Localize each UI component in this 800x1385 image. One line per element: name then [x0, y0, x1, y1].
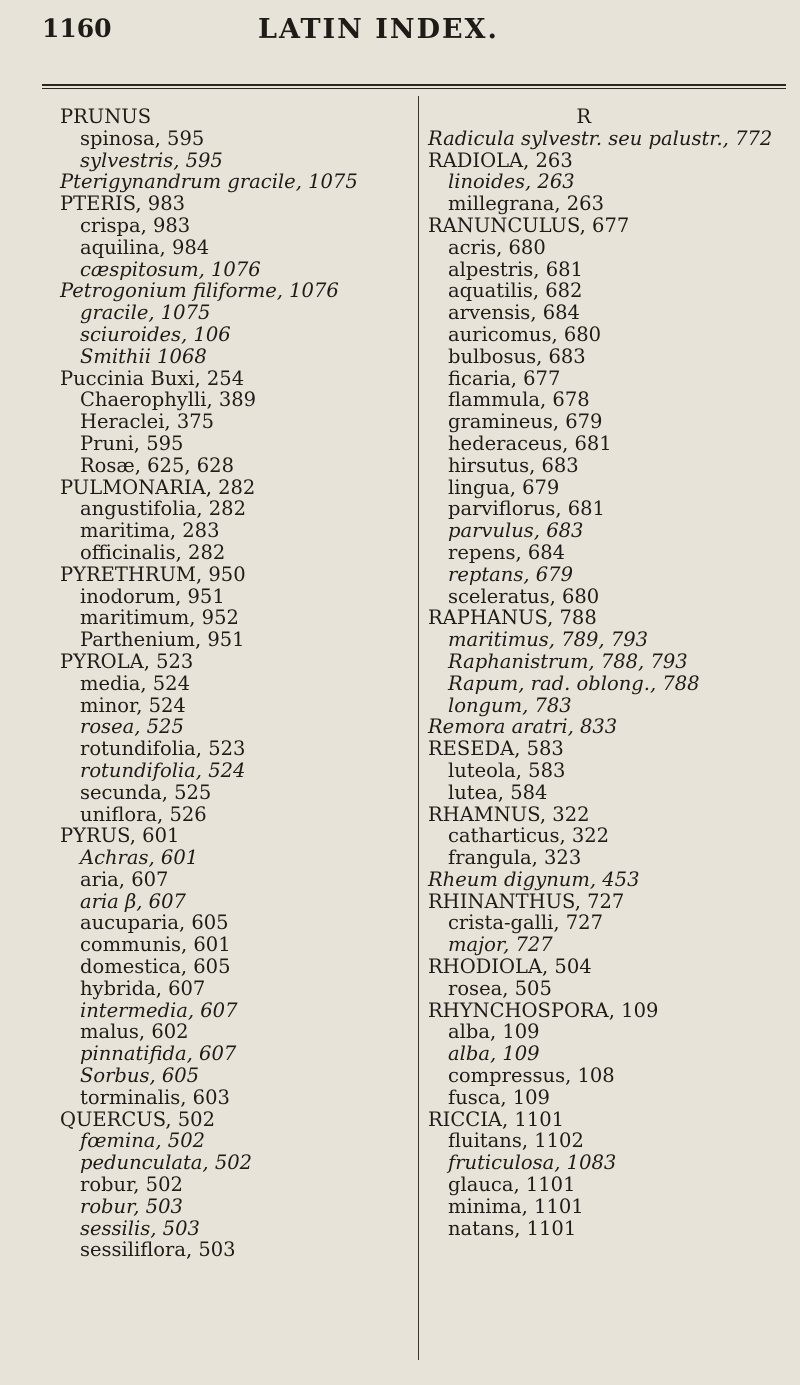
- index-subentry: natans, 1101: [448, 1216, 577, 1240]
- index-subentry: spinosa, 595: [80, 126, 205, 150]
- index-heading: PYRETHRUM, 950: [60, 562, 246, 586]
- index-subentry: ficaria, 677: [448, 366, 561, 390]
- page-number: 1160: [42, 14, 112, 43]
- index-subentry: domestica, 605: [80, 955, 231, 979]
- header-rule: [42, 84, 786, 86]
- running-head: LATIN INDEX.: [258, 14, 499, 45]
- index-subentry: fluitans, 1102: [448, 1129, 584, 1153]
- index-heading: PYROLA, 523: [60, 649, 194, 673]
- index-heading: RICCIA, 1101: [428, 1107, 565, 1131]
- index-subentry: Achras, 601: [80, 846, 199, 870]
- index-heading: RHYNCHOSPORA, 109: [428, 998, 659, 1022]
- index-heading: R: [576, 105, 592, 128]
- index-subentry: media, 524: [80, 671, 190, 695]
- index-subentry: Smithii 1068: [80, 344, 207, 368]
- left-column: [60, 106, 412, 1261]
- index-subentry: hybrida, 607: [80, 976, 206, 1000]
- index-subentry: communis, 601: [80, 933, 231, 957]
- index-heading: RHODIOLA, 504: [428, 955, 592, 979]
- index-subentry: rotundifolia, 524: [80, 758, 246, 782]
- right-column: [428, 106, 788, 1239]
- index-subentry: hederaceus, 681: [448, 431, 612, 455]
- index-subentry: intermedia, 607: [80, 998, 238, 1022]
- index-subentry: fruticulosa, 1083: [448, 1151, 617, 1175]
- index-subentry: luteola, 583: [448, 758, 566, 782]
- column-divider: [418, 96, 419, 1360]
- index-subentry: frangula, 323: [448, 846, 582, 870]
- index-subentry: robur, 503: [80, 1194, 183, 1218]
- index-heading: Remora aratri, 833: [428, 715, 618, 739]
- index-subentry: Raphanistrum, 788, 793: [448, 649, 688, 673]
- header-rule-thin: [42, 88, 786, 89]
- index-heading: RHAMNUS, 322: [428, 802, 590, 826]
- index-heading: RAPHANUS, 788: [428, 606, 597, 630]
- index-subentry: glauca, 1101: [448, 1173, 576, 1197]
- index-subentry: sylvestris, 595: [80, 148, 223, 172]
- index-heading: PTERIS, 983: [60, 192, 186, 216]
- index-subentry: Rapum, rad. oblong., 788: [448, 671, 700, 695]
- index-subentry: secunda, 525: [80, 780, 212, 804]
- index-heading: RHINANTHUS, 727: [428, 889, 625, 913]
- index-subentry: maritimum, 952: [80, 606, 239, 630]
- index-subentry: malus, 602: [80, 1020, 189, 1044]
- index-subentry: Heraclei, 375: [80, 410, 215, 434]
- index-subentry: aquatilis, 682: [448, 279, 583, 303]
- index-heading: Radicula sylvestr. seu palustr., 772: [428, 126, 773, 150]
- index-subentry: rosea, 525: [80, 715, 184, 739]
- index-subentry: sceleratus, 680: [448, 584, 600, 608]
- index-subentry: linoides, 263: [448, 170, 575, 194]
- index-heading: Puccinia Buxi, 254: [60, 366, 245, 390]
- index-subentry: Parthenium, 951: [80, 628, 245, 652]
- index-subentry: bulbosus, 683: [448, 344, 586, 368]
- index-subentry: aria, 607: [80, 867, 169, 891]
- index-subentry: arvensis, 684: [448, 301, 580, 325]
- index-subentry: sciuroides, 106: [80, 322, 231, 346]
- index-subentry: rosea, 505: [448, 976, 552, 1000]
- index-heading: PYRUS, 601: [60, 824, 180, 848]
- index-subentry: maritimus, 789, 793: [448, 628, 649, 652]
- index-heading: PRUNUS: [60, 105, 152, 128]
- index-subentry: alba, 109: [448, 1020, 540, 1044]
- index-heading: RADIOLA, 263: [428, 148, 573, 172]
- index-subentry: acris, 680: [448, 235, 546, 259]
- index-subentry: auricomus, 680: [448, 322, 602, 346]
- index-subentry: repens, 684: [448, 540, 566, 564]
- index-subentry: lingua, 679: [448, 475, 560, 499]
- index-subentry: gramineus, 679: [448, 410, 603, 434]
- index-subentry: fœmina, 502: [80, 1129, 206, 1153]
- index-subentry: angustifolia, 282: [80, 497, 246, 521]
- index-subentry: gracile, 1075: [80, 301, 211, 325]
- index-subentry: catharticus, 322: [448, 824, 610, 848]
- index-subentry: torminalis, 603: [80, 1085, 230, 1109]
- index-subentry: reptans, 679: [448, 562, 573, 586]
- index-subentry: compressus, 108: [448, 1064, 615, 1088]
- index-heading: Pterigynandrum gracile, 1075: [60, 170, 358, 194]
- index-subentry: alba, 109: [448, 1042, 540, 1066]
- index-subentry: fusca, 109: [448, 1085, 550, 1109]
- index-subentry: aria β, 607: [80, 889, 186, 913]
- index-heading: RESEDA, 583: [428, 737, 564, 761]
- index-heading: Petrogonium filiforme, 1076: [60, 279, 339, 303]
- index-subentry: crista-galli, 727: [448, 911, 603, 935]
- index-subentry: major, 727: [448, 933, 553, 957]
- index-subentry: sessilis, 503: [80, 1216, 200, 1240]
- index-heading: PULMONARIA, 282: [60, 475, 256, 499]
- index-heading: QUERCUS, 502: [60, 1107, 215, 1131]
- index-subentry: alpestris, 681: [448, 257, 583, 281]
- index-subentry: flammula, 678: [448, 388, 590, 412]
- index-subentry: parviflorus, 681: [448, 497, 605, 521]
- index-subentry: cæspitosum, 1076: [80, 257, 261, 281]
- index-subentry: lutea, 584: [448, 780, 548, 804]
- index-subentry: maritima, 283: [80, 519, 220, 543]
- index-subentry: parvulus, 683: [448, 519, 584, 543]
- index-subentry: Sorbus, 605: [80, 1064, 200, 1088]
- index-subentry: inodorum, 951: [80, 584, 225, 608]
- index-heading: RANUNCULUS, 677: [428, 213, 630, 237]
- index-subentry: Pruni, 595: [80, 431, 184, 455]
- index-subentry: robur, 502: [80, 1173, 183, 1197]
- index-subentry: pinnatifida, 607: [80, 1042, 237, 1066]
- index-subentry: aucuparia, 605: [80, 911, 229, 935]
- index-subentry: minima, 1101: [448, 1194, 584, 1218]
- index-subentry: Rosæ, 625, 628: [80, 453, 234, 477]
- index-subentry: hirsutus, 683: [448, 453, 579, 477]
- index-subentry: uniflora, 526: [80, 802, 207, 826]
- index-subentry: crispa, 983: [80, 213, 191, 237]
- index-subentry: pedunculata, 502: [80, 1151, 253, 1175]
- index-subentry: aquilina, 984: [80, 235, 210, 259]
- index-subentry: longum, 783: [448, 693, 572, 717]
- index-subentry: millegrana, 263: [448, 192, 604, 216]
- index-heading: Rheum digynum, 453: [428, 867, 640, 891]
- index-subentry: minor, 524: [80, 693, 186, 717]
- index-subentry: rotundifolia, 523: [80, 737, 246, 761]
- index-subentry: sessiliflora, 503: [80, 1238, 236, 1262]
- index-subentry: officinalis, 282: [80, 540, 226, 564]
- index-subentry: Chaerophylli, 389: [80, 388, 257, 412]
